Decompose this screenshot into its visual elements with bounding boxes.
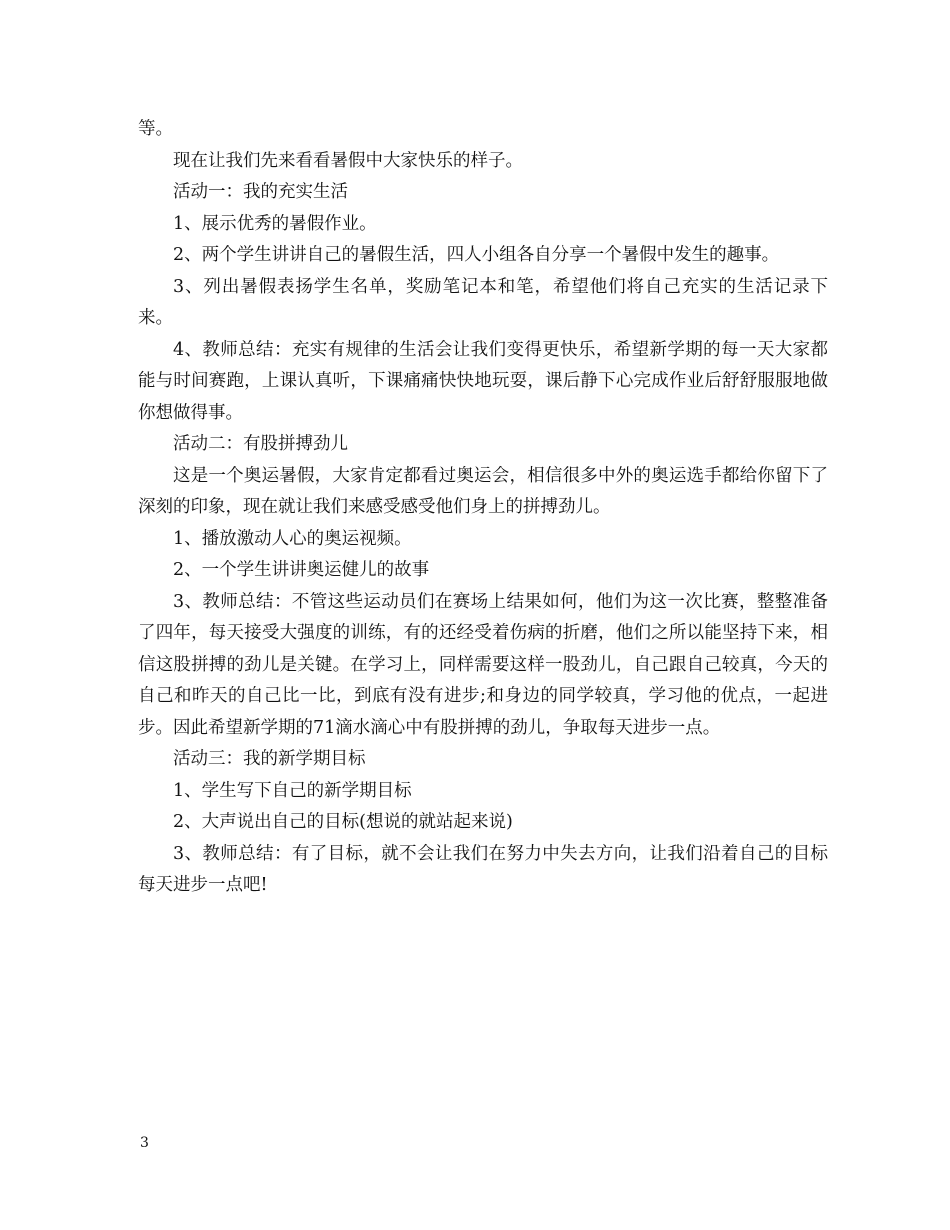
- section-heading: 活动二：有股拼搏劲儿: [173, 434, 348, 454]
- list-item: 2、两个学生讲讲自己的暑假生活，四人小组各自分享一个暑假中发生的趣事。: [173, 245, 780, 265]
- list-item: 4、教师总结：充实有规律的生活会让我们变得更快乐，希望新学期的每一天大家都能与时间赛跑，上课认真听，下课痛痛快快地玩耍，课后静下心完成作业后舒舒服服地做你想做得事。: [138, 339, 828, 423]
- document-body: [138, 114, 828, 902]
- paragraph: 这是一个奥运暑假，大家肯定都看过奥运会，相信很多中外的奥运选手都给你留下了深刻的印象，现在就让我们来感受感受他们身上的拼搏劲儿。: [138, 465, 828, 517]
- list-item: 1、学生写下自己的新学期目标: [173, 780, 412, 801]
- section-heading: 活动一：我的充实生活: [173, 182, 348, 202]
- list-item: 1、播放激动人心的奥运视频。: [173, 528, 412, 549]
- list-item: 3、列出暑假表扬学生名单，奖励笔记本和笔，希望他们将自己充实的生活记录下来。: [138, 276, 828, 328]
- list-item: 1、展示优秀的暑假作业。: [173, 213, 377, 234]
- list-item: 3、教师总结：有了目标，就不会让我们在努力中失去方向，让我们沿着自己的目标每天进步一点吧!: [138, 843, 828, 895]
- list-item: 3、教师总结：不管这些运动员们在赛场上结果如何，他们为这一次比赛，整整准备了四年，每天接受大强度的训练，有的还经受着伤病的折磨，他们之所以能坚持下来，相信这股拼搏的劲儿是关键。在学习上，同样需要这样一股劲儿，自己跟自己较真，今天的自己和昨天的自己比一比，到底有没有进步;和身边的同学较真，学习他的优点，一起进步。因此希望新学期的71滴水滴心中有股拼搏的劲儿，争取每天进步一点。: [138, 591, 828, 738]
- section-heading: 活动三：我的新学期目标: [173, 749, 366, 769]
- page-number: 3: [140, 1135, 149, 1151]
- list-item: 2、一个学生讲讲奥运健儿的故事: [173, 560, 430, 580]
- list-item: 2、大声说出自己的目标(想说的就站起来说): [173, 812, 513, 832]
- paragraph: 现在让我们先来看看暑假中大家快乐的样子。: [173, 150, 523, 171]
- paragraph: 等。: [138, 119, 173, 139]
